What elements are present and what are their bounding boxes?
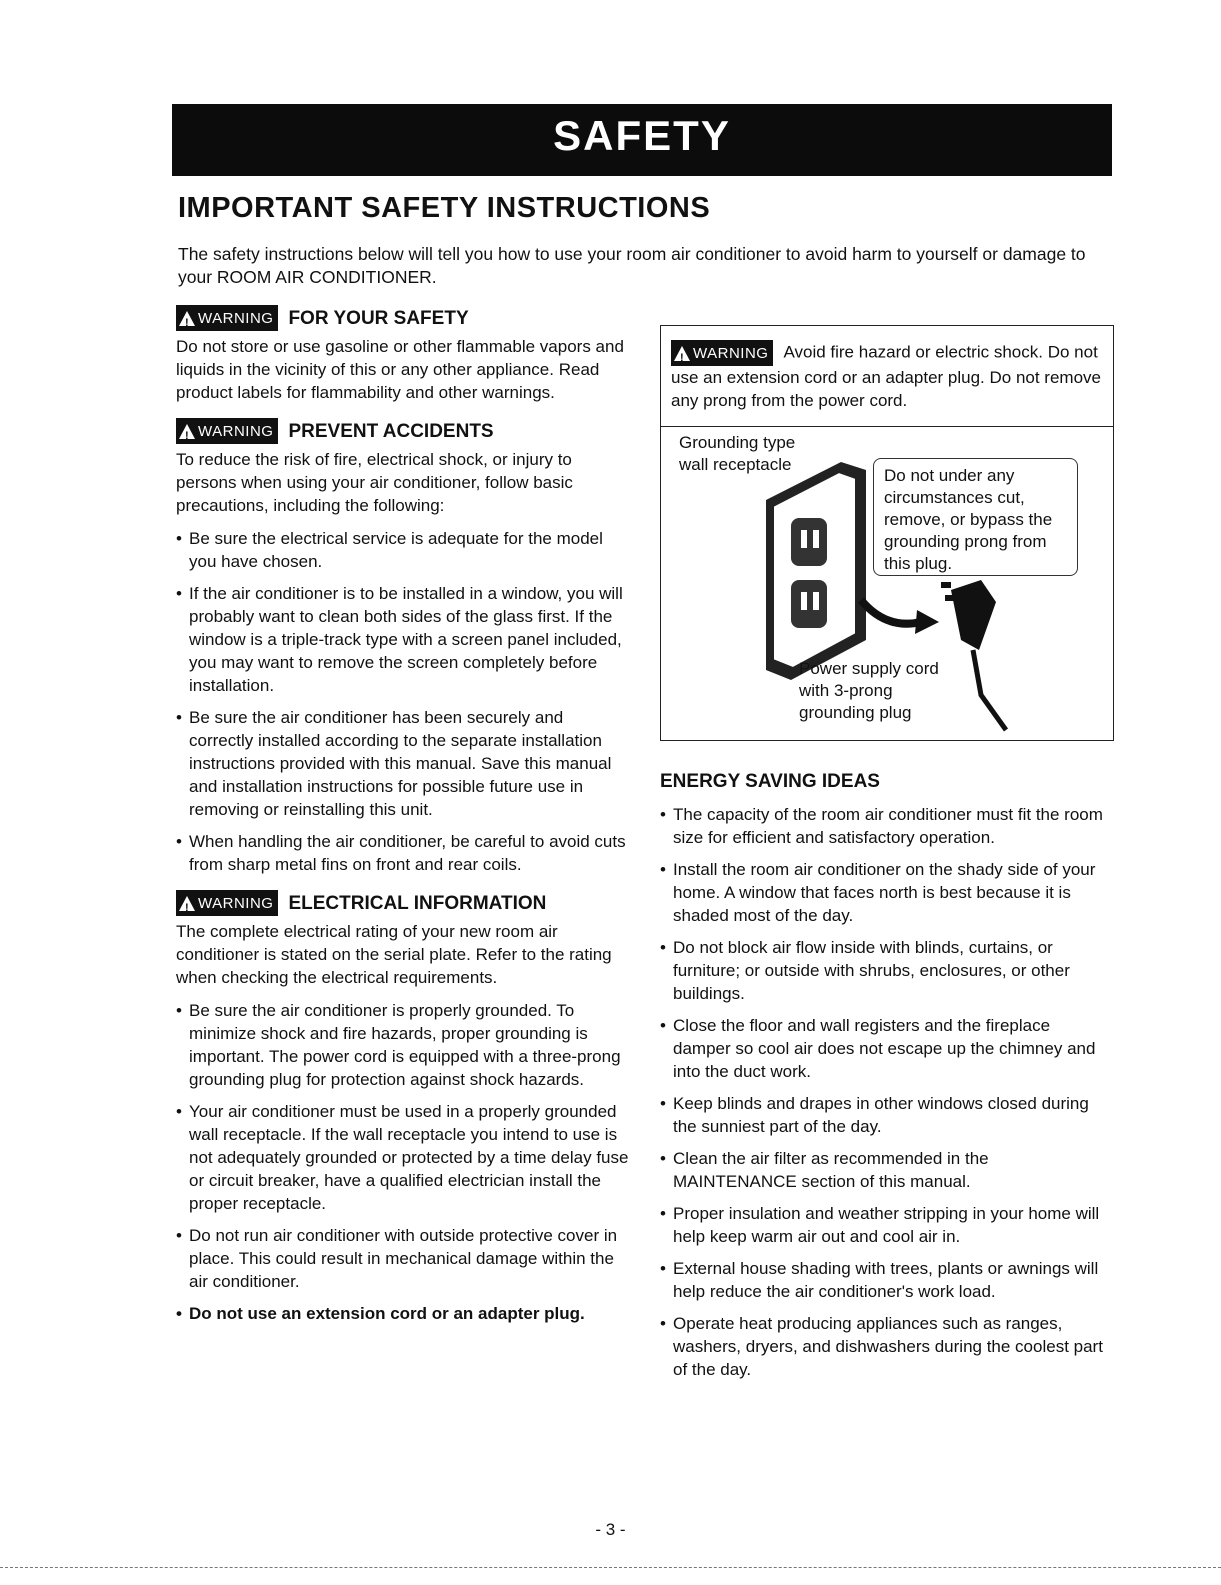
- power-cord-label: Power supply cord with 3-prong grounding plug: [799, 659, 939, 722]
- electrical-information-heading: ! WARNING ELECTRICAL INFORMATION: [176, 890, 631, 916]
- list-item-bold: • Do not use an extension cord or an adapter plug.: [176, 1302, 631, 1325]
- callout-bubble: Do not under any circumstances cut, remove, or bypass the grounding prong from this plug.: [873, 458, 1078, 576]
- list-item: • Do not block air flow inside with blinds, curtains, or furniture; or outside with shrubs, enclosures, or other buildings.: [660, 936, 1110, 1005]
- list-item: • Proper insulation and weather stripping in your home will help keep warm air out and cool air in.: [660, 1202, 1110, 1248]
- list-item: • Your air conditioner must be used in a properly grounded wall receptacle. If the wall receptacle you intend to use is not adequately grounded or protected by a time delay fuse or circuit breaker, have a qualified electrician install the proper receptacle.: [176, 1100, 631, 1215]
- prevent-accidents-text: To reduce the risk of fire, electrical shock, or injury to persons when using your air conditioner, follow basic precautions, including the following:: [176, 450, 573, 515]
- power-cord-line: [973, 650, 1006, 730]
- intro-paragraph: The safety instructions below will tell you how to use your room air conditioner to avoid harm to yourself or damage to your ROOM AIR CONDITIONER.: [178, 244, 1086, 287]
- list-item: • Keep blinds and drapes in other windows closed during the sunniest part of the day.: [660, 1092, 1110, 1138]
- list-item: • Be sure the air conditioner has been securely and correctly installed according to the separate installation instructions provided with this manual. Save this manual and installation instructions for possible future use in removing or reinstalling this unit.: [176, 706, 631, 821]
- list-item: • Operate heat producing appliances such as ranges, washers, dryers, and dishwashers during the coolest part of the day.: [660, 1312, 1110, 1381]
- warning-triangle-icon: [674, 346, 690, 361]
- list-item: • Install the room air conditioner on the shady side of your home. A window that faces north is best because it is shaded most of the day.: [660, 858, 1110, 927]
- warning-badge: ! WARNING: [671, 340, 773, 366]
- warning-triangle-icon: [179, 424, 195, 439]
- for-your-safety-heading: ! WARNING FOR YOUR SAFETY: [176, 305, 631, 331]
- list-item: • If the air conditioner is to be installed in a window, you will probably want to clean both sides of the glass first. If the window is a triple-track type with a screen panel included, you may want to remove the screen completely before installation.: [176, 582, 631, 697]
- page-number: - 3 -: [595, 1520, 626, 1539]
- box-divider: [661, 426, 1113, 427]
- right-column: [660, 770, 1110, 1390]
- bottom-rule: [0, 1567, 1221, 1568]
- grounding-label: Grounding type wall receptacle: [679, 433, 796, 474]
- grounding-warning-box: [660, 325, 1114, 741]
- warning-badge: ! WARNING: [176, 305, 278, 331]
- for-your-safety-text: Do not store or use gasoline or other flammable vapors and liquids in the vicinity of this or any other appliance. Read product labels for flammability and other warnings.: [176, 337, 624, 402]
- box-warning-text: ! WARNING Avoid fire hazard or electric shock. Do not use an extension cord or an adapter plug. Do not remove any prong from the power cord.: [671, 340, 1106, 412]
- prevent-accidents-heading: ! WARNING PREVENT ACCIDENTS: [176, 418, 631, 444]
- energy-saving-heading: ENERGY SAVING IDEAS: [660, 771, 880, 792]
- safety-banner: SAFETY: [172, 104, 1112, 176]
- list-item: • Do not run air conditioner with outside protective cover in place. This could result in mechanical damage within the air conditioner.: [176, 1224, 631, 1293]
- left-column: [176, 305, 631, 1334]
- plug-icon: [951, 580, 996, 650]
- grounding-illustration: [661, 430, 1113, 738]
- warning-badge: ! WARNING: [176, 418, 278, 444]
- warning-triangle-icon: [179, 896, 195, 911]
- outlet-top: [791, 518, 827, 566]
- warning-triangle-icon: [179, 311, 195, 326]
- list-item: • When handling the air conditioner, be careful to avoid cuts from sharp metal fins on front and rear coils.: [176, 830, 631, 876]
- electrical-information-text: The complete electrical rating of your new room air conditioner is stated on the serial plate. Refer to the rating when checking the electrical requirements.: [176, 922, 612, 987]
- list-item: • Be sure the air conditioner is properly grounded. To minimize shock and fire hazards, proper grounding is important. The power cord is equipped with a three-prong grounding plug for protection against shock hazards.: [176, 999, 631, 1091]
- page-title: IMPORTANT SAFETY INSTRUCTIONS: [178, 192, 711, 224]
- list-item: • Be sure the electrical service is adequate for the model you have chosen.: [176, 527, 631, 573]
- list-item: • Close the floor and wall registers and the fireplace damper so cool air does not escape up the chimney and into the duct work.: [660, 1014, 1110, 1083]
- wall-receptacle-face: [773, 472, 856, 668]
- list-item: • Clean the air filter as recommended in the MAINTENANCE section of this manual.: [660, 1147, 1110, 1193]
- list-item: • The capacity of the room air conditioner must fit the room size for efficient and satisfactory operation.: [660, 803, 1110, 849]
- outlet-bottom: [791, 580, 827, 628]
- warning-badge: ! WARNING: [176, 890, 278, 916]
- arrow-icon: [861, 600, 921, 624]
- list-item: • External house shading with trees, plants or awnings will help reduce the air conditioner's work load.: [660, 1257, 1110, 1303]
